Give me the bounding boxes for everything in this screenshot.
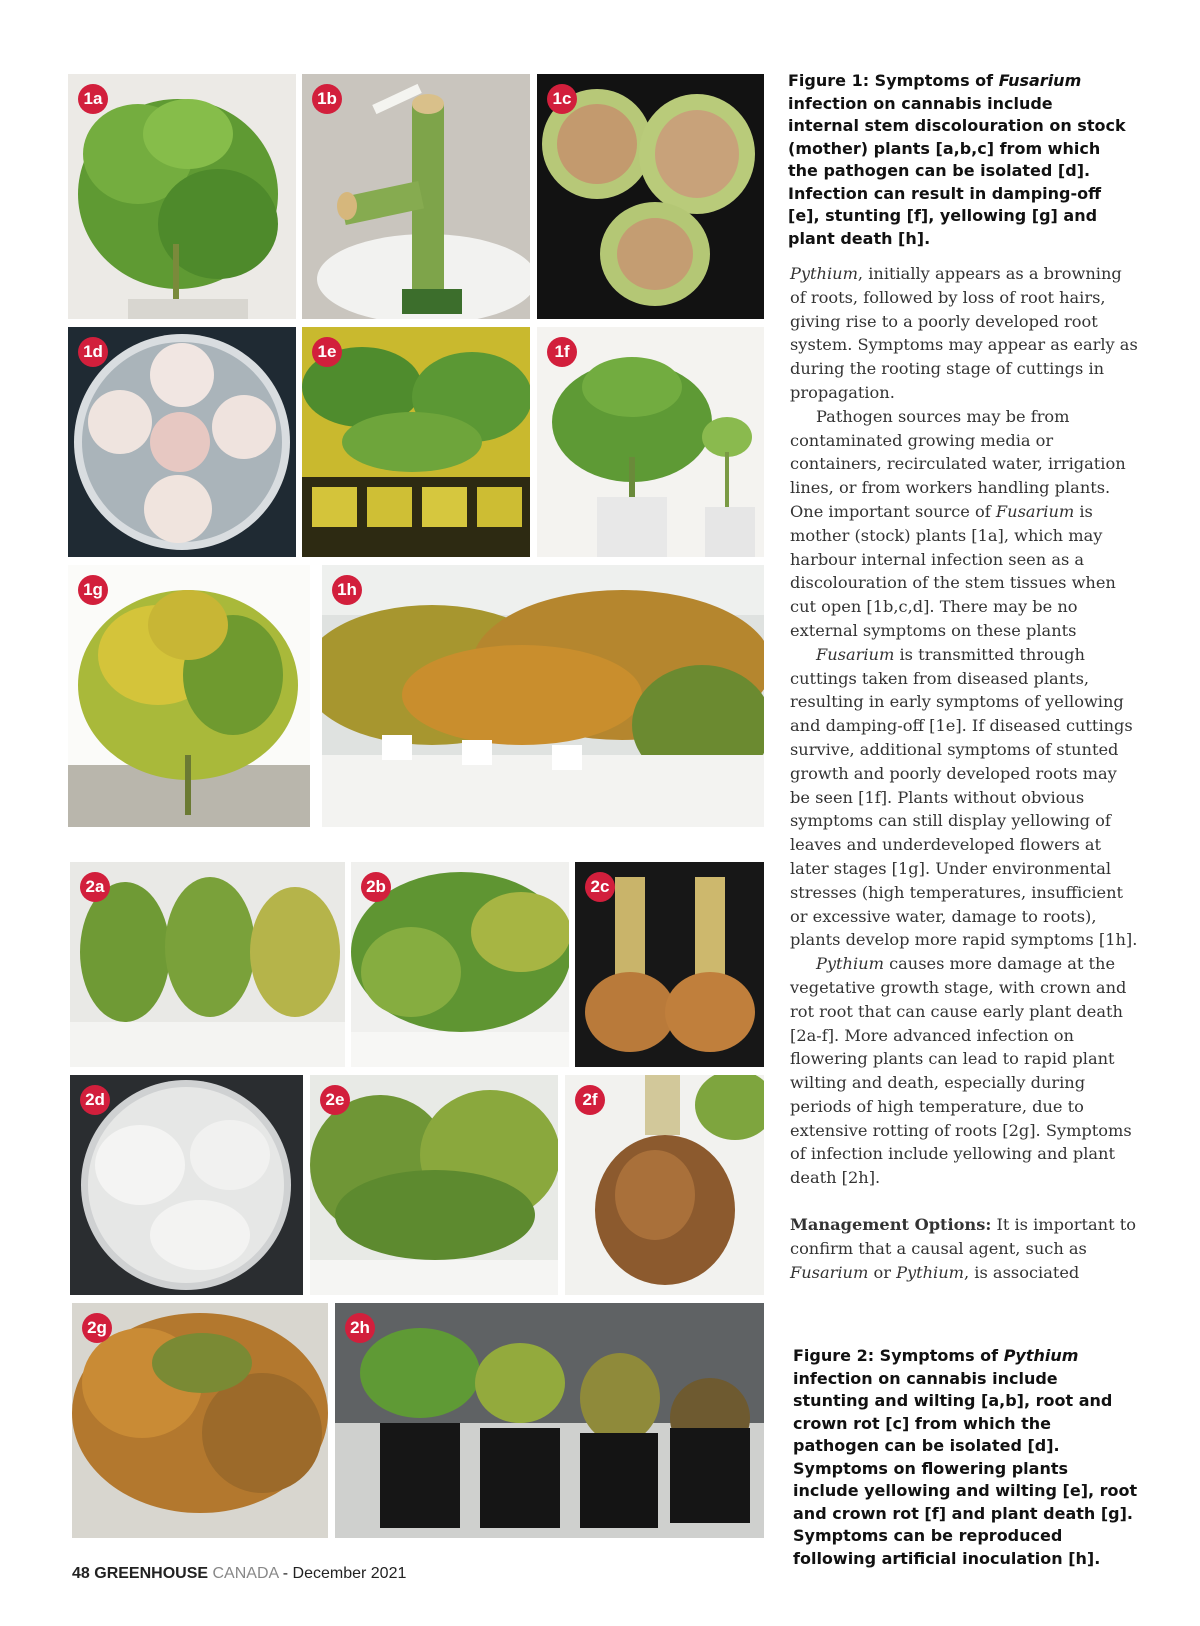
photo-1h: [322, 565, 764, 827]
article-body: [790, 262, 1140, 1284]
label-1g: 1g: [78, 575, 108, 605]
photo-1g: [68, 565, 310, 827]
figure1-caption-lead: Figure 1: Symptoms of: [788, 71, 999, 90]
photo-1a: [68, 74, 296, 319]
photo-2h: [335, 1303, 764, 1538]
label-2b: 2b: [361, 872, 391, 902]
figure2-caption-lead: Figure 2: Symptoms of: [793, 1346, 1004, 1365]
figure1-caption-pathogen: Fusarium: [998, 71, 1082, 90]
body-paragraph-1: Pythium, initially appears as a browning of roots, followed by loss of root hairs, giving rise to a poorly developed root system. Symptoms may appear as early as during the rooting stage of cuttings in propagation.: [790, 264, 1138, 402]
photo-2g: [72, 1303, 328, 1538]
figure2-caption-text: infection on cannabis include stunting and wilting [a,b], root and crown rot [c] from which the pathogen can be isolated [d]. Symptoms on flowering plants include yellowing and wilting [e], root and crown rot [f] and plant death [g]. Symptoms can be reproduced following artificial inoculation [h].: [793, 1368, 1138, 1568]
photo-2d: [70, 1075, 303, 1295]
body-paragraph-2: Pathogen sources may be from contaminated growing media or containers, recirculated water, irrigation lines, or from workers handling plants. One important source of Fusarium is mother (stock) plants [1a], which may harbour internal infection seen as a discolouration of the stem tissues when cut open [1b,c,d]. There may be no external symptoms on these plants: [790, 406, 1126, 640]
label-1f: 1f: [547, 337, 577, 367]
label-1d: 1d: [78, 337, 108, 367]
figure1-caption: [788, 70, 1128, 250]
page-footer: [72, 1565, 406, 1583]
pythium-plant-death-image: [72, 1303, 328, 1538]
label-1c: 1c: [547, 84, 577, 114]
label-1b: 1b: [312, 84, 342, 114]
label-2g: 2g: [82, 1313, 112, 1343]
issue-date: - December 2021: [282, 1565, 407, 1582]
photo-1f: [537, 327, 764, 557]
page-number: 48: [72, 1565, 90, 1582]
photo-2e: [310, 1075, 558, 1295]
photo-1c: [537, 74, 764, 319]
photo-1d: [68, 327, 296, 557]
photo-1e: [302, 327, 530, 557]
body-paragraph-3: Fusarium is transmitted through cuttings taken from diseased plants, resulting in early symptoms of yellowing and damping-off [1e]. If diseased cuttings survive, additional symptoms of stunted growth and poorly developed roots may be seen [1f]. Plants without obvious symptoms can still display yellowing of leaves and underdeveloped flowers at later stages [1g]. Under environmental stresses (high temperatures, insufficient or excessive water, damage to roots), plants develop more rapid symptoms [1h].: [790, 644, 1138, 950]
figure2-caption: [793, 1345, 1138, 1570]
label-1e: 1e: [312, 337, 342, 367]
photo-2f: [565, 1075, 764, 1295]
label-2e: 2e: [320, 1085, 350, 1115]
yellowing-plant-image: [68, 565, 310, 827]
label-2f: 2f: [575, 1085, 605, 1115]
magazine-name: GREENHOUSE: [94, 1565, 209, 1582]
greenhouse-plant-death-image: [322, 565, 764, 827]
photo-2b: [351, 862, 569, 1067]
artificial-inoculation-image: [335, 1303, 764, 1538]
photo-2a: [70, 862, 345, 1067]
magazine-country: CANADA: [212, 1565, 279, 1582]
body-paragraph-4: Pythium causes more damage at the vegetative growth stage, with crown and rot root that can cause early plant death [2a-f]. More advanced infection on flowering plants can lead to rapid plant wilting and death, especially during periods of high temperature, due to extensive rotting of roots [2g]. Symptoms of infection include yellowing and plant death [2h].: [790, 954, 1132, 1188]
label-2a: 2a: [80, 872, 110, 902]
label-2h: 2h: [345, 1313, 375, 1343]
label-2d: 2d: [80, 1085, 110, 1115]
body-paragraph-management: Management Options: It is important to confirm that a causal agent, such as Fusarium or Pythium, is associated: [790, 1215, 1136, 1282]
wilting-plants-image: [70, 862, 345, 1067]
photo-2c: [575, 862, 764, 1067]
label-1h: 1h: [332, 575, 362, 605]
photo-1b: [302, 74, 530, 319]
figure1-caption-text: infection on cannabis include internal stem discolouration on stock (mother) plants [a,b,c] from which the pathogen can be isolated [d]. Infection can result in damping-off [e], stunting [f], yellowing [g] and plant death [h].: [788, 93, 1126, 248]
figure2-caption-pathogen: Pythium: [1003, 1346, 1079, 1365]
label-1a: 1a: [78, 84, 108, 114]
label-2c: 2c: [585, 872, 615, 902]
